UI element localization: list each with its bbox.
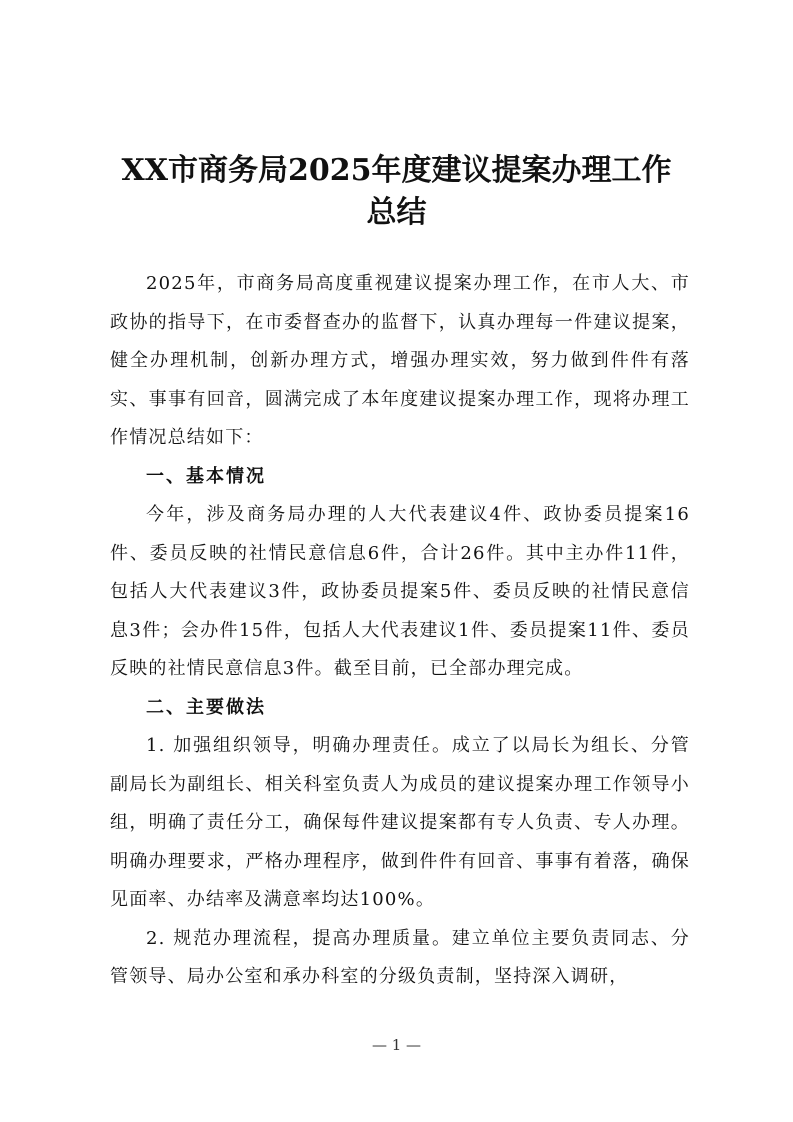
document-body xyxy=(110,265,690,997)
basic-situation-paragraph: 今年，涉及商务局办理的人大代表建议4件、政协委员提案16件、委员反映的社情民意信息6件，合计26件。其中主办件11件，包括人大代表建议3件，政协委员提案5件、委员反映的社情民意信息3件；会办件15件，包括人大代表建议1件、委员提案11件、委员反映的社情民意信息3件。截至目前，已全部办理完成。 xyxy=(110,504,690,679)
document-title xyxy=(100,150,693,234)
section-heading-basic: 一、基本情况 xyxy=(146,465,266,487)
title-line-1: XX市商务局2025年度建议提案办理工作 xyxy=(121,153,672,188)
section-heading-practices: 二、主要做法 xyxy=(146,696,266,718)
practice-item-2: 2. 规范办理流程，提高办理质量。建立单位主要负责同志、分管领导、局办公室和承办科室的分级负责制，坚持深入调研， xyxy=(110,927,690,987)
title-line-2: 总结 xyxy=(366,195,427,230)
practice-item-1: 1. 加强组织领导，明确办理责任。成立了以局长为组长、分管副局长为副组长、相关科室负责人为成员的建议提案办理工作领导小组，明确了责任分工，确保每件建议提案都有专人负责、专人办理。明确办理要求，严格办理程序，做到件件有回音、事事有着落，确保见面率、办结率及满意率均达100%。 xyxy=(110,735,690,910)
intro-paragraph: 2025年，市商务局高度重视建议提案办理工作，在市人大、市政协的指导下，在市委督查办的监督下，认真办理每一件建议提案，健全办理机制，创新办理方式，增强办理实效，努力做到件件有落实、事事有回音，圆满完成了本年度建议提案办理工作，现将办理工作情况总结如下： xyxy=(110,273,690,448)
page-number: — 1 — xyxy=(371,1036,422,1054)
